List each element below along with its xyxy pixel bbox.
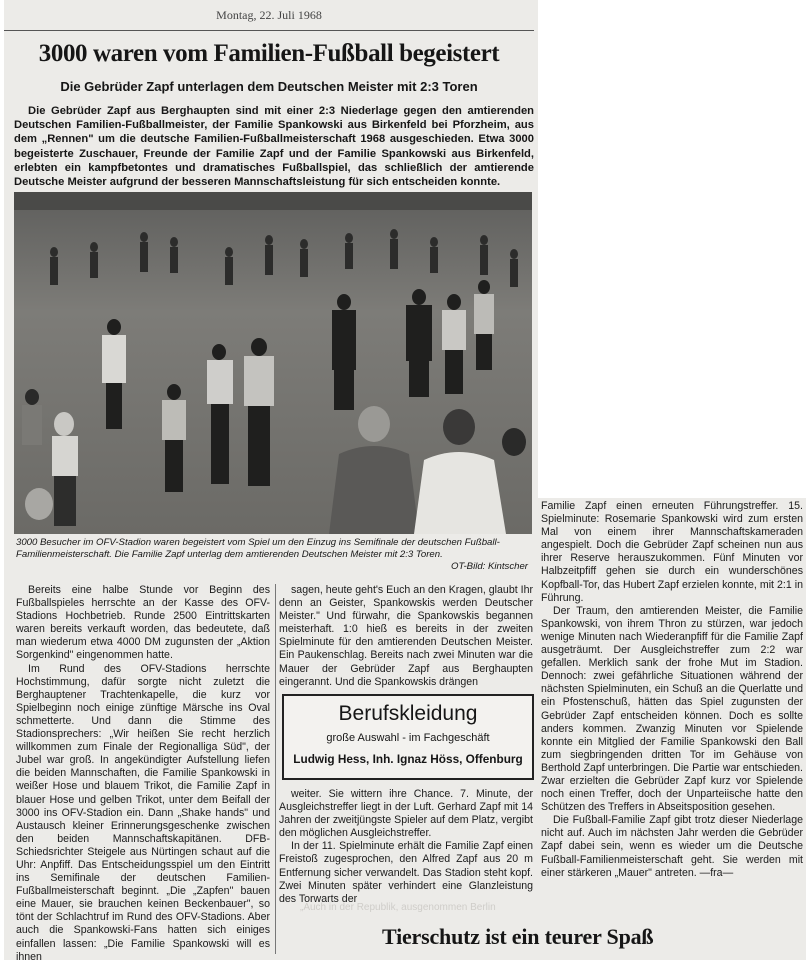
article-column-2-top — [279, 584, 533, 689]
faded-bleedthrough-line: „Auch in der Republik, ausgenommen Berlin — [300, 902, 496, 913]
paragraph: Familie Zapf einen erneuten Führungstreffer. 15. Spielminute: Rosemarie Spankowski wird zum ersten Mal von einem ihrer Mannschaftskameraden angespielt. Doch die Gebrüder Zapf scheinen nun aus ihrer Reserve herauszukommen. Fünf Minuten vor Halbzeitpfiff gehen sie durch ein wunderschönes Kopfball-Tor, das Hubert Zapf erzielen konnte, mit 2:1 in Führung. — [541, 500, 803, 604]
headline: 3000 waren vom Familien-Fußball begeistert — [38, 40, 500, 67]
paragraph: Der Traum, den amtierenden Meister, die Familie Spankowski, von ihrem Thron zu stürzen, war jedoch wenige Minuten nach Wiederanpfiff für die Familie Zapf ausgeträumt. Der Ausgleichstreffer zum 2:2 war gefallen. Merklich sank der frohe Mut im Stadion. Dennoch: zwei gefährliche Situationen während der nächsten Spielminuten, ein Schuß an die Querlatte und ein Pfostenschuß, hätten das Spiel zugunsten der Gebrüder Zapf entscheiden können. Doch es sollte anders kommen. Zwanzig Minuten vor Spielende konnte ein Mitglied der Familie Spankowski den Ball zum siegbringenden dritten Tor im Gehäuse von Berthold Zapf unterbringen. Die Partie war entschieden. Zwar erzielten die Gebrüder Zapf kurz vor Spielende noch einen Treffer, doch der Unparteiische hatte den Schützen des Treffers in Abseitsposition gesehen. — [541, 604, 803, 814]
article-column-1 — [16, 584, 270, 964]
subheadline: Die Gebrüder Zapf unterlagen dem Deutschen Meister mit 2:3 Toren — [60, 79, 478, 94]
photo-caption: 3000 Besucher im OFV-Stadion waren begeistert vom Spiel um den Einzug ins Semifinale der deutschen Fußball-Familienmeisterschaft. Die Familie Zapf unterlag dem amtierenden Deutschen Meister mit 2:3 Toren. OT-Bild: Kintscher — [16, 537, 528, 572]
ad-firm: Ludwig Hess, Inh. Ignaz Höss, Offenburg — [293, 752, 523, 766]
article-column-2-bottom — [279, 788, 533, 906]
ad-subtitle: große Auswahl - im Fachgeschäft — [326, 732, 490, 744]
header-rule — [4, 30, 534, 31]
advertisement-box — [282, 694, 534, 780]
paragraph: Die Fußball-Familie Zapf gibt trotz dieser Niederlage nicht auf. Auch im nächsten Jahr werden die Gebrüder Zapf dabei sein, wenn es wieder um die Deutsche Fußball-Familienmeisterschaft geht. Sie werden mit einer stärkeren „Mauer" antreten. —fra— — [541, 814, 803, 879]
paragraph: Bereits eine halbe Stunde vor Beginn des Fußballspieles herrschte an der Kasse des OFV-Stadions Hochbetrieb. Runde 2500 Eintrittskarten waren bereits verkauft worden, das bedeutete, daß man wiederum etwa 4000 DM zugunsten der „Aktion Sorgenkind" eingenommen hatte. — [16, 584, 270, 662]
photo-credit: OT-Bild: Kintscher — [451, 560, 528, 572]
paragraph: weiter. Sie wittern ihre Chance. 7. Minute, der Ausgleichstreffer liegt in der Luft. Gerhard Zapf mit 14 Jahren der zweitjüngste Spieler auf dem Platz, vergibt den möglichen Ausgleichstreffer. — [279, 788, 533, 840]
paragraph: sagen, heute geht's Euch an den Kragen, glaubt Ihr denn an Geister, Spankowskis werden Deutscher Meister." Und fürwahr, die Spankowskis begannen meisterhaft. 1:0 hieß es bereits in der zweiten Spielminute für den amtierenden Deutschen Meister. Ein Paukenschlag. Bereits nach zwei Minuten war die Mauer der Gebrüder Zapf aus Berghaupten eingerannt. Und die Spankowskis drängen — [279, 584, 533, 688]
ad-title: Berufskleidung — [338, 702, 478, 725]
issue-date: Montag, 22. Juli 1968 — [216, 8, 322, 22]
next-article-headline: Tierschutz ist ein teurer Spaß — [382, 924, 654, 949]
paragraph: In der 11. Spielminute erhält die Familie Zapf einen Freistoß zugesprochen, den Alfred Zapf aus 20 m Entfernung sicher verwandelt. Das Stadion steht kopf. Zwei Minuten später verhindert eine Glanzleistung des Torwarts der — [279, 840, 533, 905]
paragraph: Im Rund des OFV-Stadions herrschte Hochstimmung, dafür sorgte nicht zuletzt die Berghauptener Trachtenkapelle, die kurz vor Spielbeginn noch einige zünftige Märsche ins Oval schmetterte. Und dann die Stimme des Stadionsprechers: „Wir heißen Sie recht herzlich willkommen zum Finale der Regionalliga Süd", der Jubel war groß. In angekündigter Aufstellung liefen die beiden Mannschaften, die Familie Spankowski in weißer Hose und blauem Trikot, die Familie Zapf in blauer Hose und gelben Trikot, unter dem Beifall der 3000 ins OFV-Stadion ein. Dann „Shake hands" und Austausch kleiner Erinnerungsgeschenke zwischen den beiden Mannschaftskapitänen. DFB-Schiedsrichter Steigele aus Nürtingen schaut auf die Uhr: Anpfiff. Das Entscheidungsspiel um den Eintritt ins Semifinale der deutschen Familien-Fußballmeisterschaft beginnt. „Die „Zapfen" bauen eine Mauer, sie brauchen keinen Beckenbauer", so tönt der Schlachtruf im Rund des OFV-Stadions. Aber auch die Spankowski-Fans hatten sich einiges einfallen lassen: „Die Familie Spankowski will es ihnen — [16, 662, 270, 963]
lead-paragraph: Die Gebrüder Zapf aus Berghaupten sind mit einer 2:3 Niederlage gegen den amtierenden Deutschen Familien-Fußballmeister, der Familie Spankowski aus Birkenfeld bei Pforzheim, aus dem „Rennen" um die deutsche Familien-Fußballmeisterschaft 1968 ausgeschieden. Etwa 3000 begeisterte Zuschauer, Freunde der Familie Zapf und der Familie Spankowski aus Birkenfeld, erlebten ein kampfbetontes und dramatisches Fußballspiel, das schließlich der amtierende Deutsche Meister aufgrund der besseren Mannschaftsleistung für sich entscheiden konnte. — [14, 105, 534, 189]
match-photo — [14, 192, 532, 534]
column-rule — [275, 584, 276, 954]
article-column-3 — [541, 500, 803, 880]
